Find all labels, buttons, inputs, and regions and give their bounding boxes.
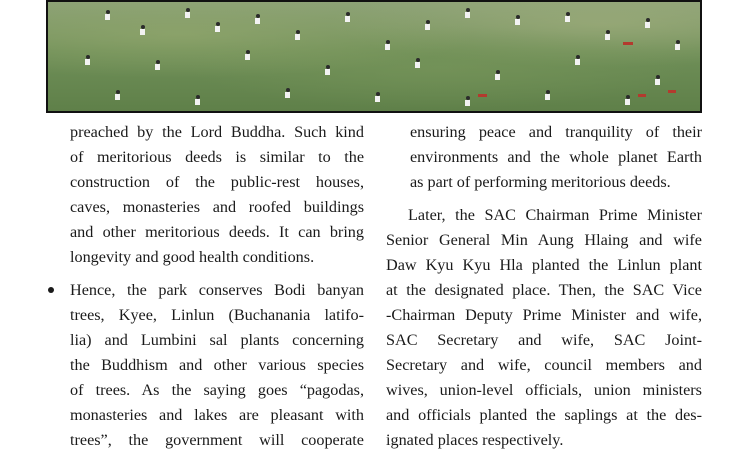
- bullet-paragraph: [46, 278, 364, 453]
- text-line: wives, union-level officials, union ministers: [386, 381, 702, 399]
- text-line: Senior General Min Aung Hlaing and wife: [386, 231, 702, 249]
- bullet-icon: [48, 287, 54, 293]
- text-line: ignated places respectively.: [386, 431, 564, 449]
- text-line: construction of the public-rest houses,: [70, 173, 364, 191]
- text-line: of meritorious deeds is similar to the: [70, 148, 364, 166]
- left-text-column: [46, 120, 364, 453]
- text-line: Hence, the park conserves Bodi banyan: [70, 281, 364, 299]
- right-text-column: [386, 120, 702, 461]
- text-line: trees”, the government will cooperate: [70, 431, 364, 449]
- text-line: trees, Kyee, Linlun (Buchanania latifo-: [70, 306, 364, 324]
- text-line: Later, the SAC Chairman Prime Minister: [408, 206, 702, 224]
- text-line: of trees. As the saying goes “pagodas,: [70, 381, 364, 399]
- text-line: Secretary and wife, council members and: [386, 356, 702, 374]
- text-line: -Chairman Deputy Prime Minister and wife,: [386, 306, 702, 324]
- paragraph-planting: [386, 203, 702, 453]
- text-line: as part of performing meritorious deeds.: [410, 173, 671, 191]
- paragraph-continuation: [46, 120, 364, 270]
- text-line: environments and the whole planet Earth: [410, 148, 702, 166]
- text-line: preached by the Lord Buddha. Such kind: [70, 123, 364, 141]
- paragraph-continuation: [386, 120, 702, 195]
- text-line: and officials planted the saplings at the des-: [386, 406, 702, 424]
- text-line: lia) and Lumbini sal plants concerning: [70, 331, 364, 349]
- park-aerial-photo: [46, 0, 702, 113]
- text-line: caves, monasteries and roofed buildings: [70, 198, 364, 216]
- text-line: Daw Kyu Kyu Hla planted the Linlun plant: [386, 256, 702, 274]
- text-line: ensuring peace and tranquility of their: [410, 123, 702, 141]
- text-line: monasteries and lakes are pleasant with: [70, 406, 364, 424]
- text-line: longevity and good health conditions.: [70, 248, 315, 266]
- text-line: and other meritorious deeds. It can bring: [70, 223, 364, 241]
- text-line: the Buddhism and other various species: [70, 356, 364, 374]
- text-line: SAC Secretary and wife, SAC Joint-: [386, 331, 702, 349]
- text-line: at the designated place. Then, the SAC Vice: [386, 281, 702, 299]
- people-planting-illustration: [48, 2, 700, 111]
